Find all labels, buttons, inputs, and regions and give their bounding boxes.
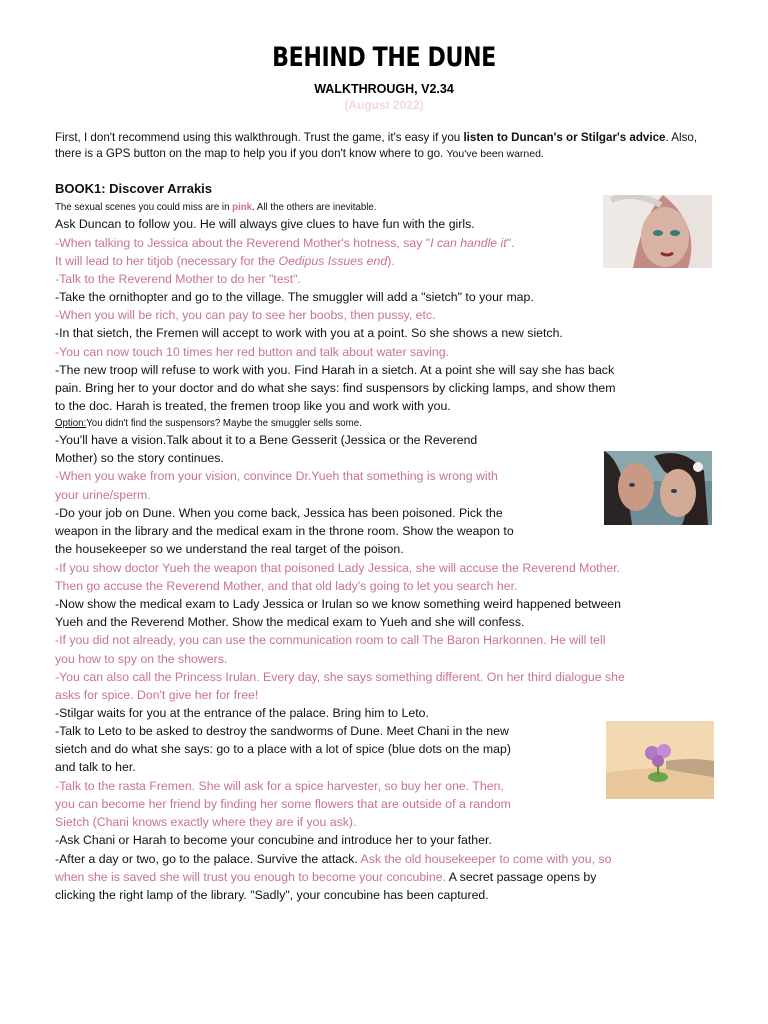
option-text: You didn't find the suspensors? Maybe the smuggler sells some.: [86, 418, 362, 429]
line-27: asks for spice. Don't give her for free!: [55, 688, 259, 702]
two-women-image: [604, 451, 712, 525]
line-35: -Ask Chani or Harah to become your concubine and introduce her to your father.: [55, 833, 492, 847]
line-03a: It will lead to her titjob (necessary for the: [55, 254, 279, 268]
line-29: -Talk to Leto to be asked to destroy the sandworms of Dune. Meet Chani in the new: [55, 724, 509, 738]
line-02c: ".: [506, 236, 515, 250]
line-10: pain. Bring her to your doctor and do what she says: find suspensors by clicking lamps, and show them: [55, 381, 616, 395]
line-08: -You can now touch 10 times her red button and talk about water saving.: [55, 345, 449, 359]
line-22: -Now show the medical exam to Lady Jessica or Irulan so we know something weird happened between: [55, 597, 621, 611]
option-label: Option:: [55, 418, 87, 429]
line-34: Sietch (Chani knows exactly where they are if you ask).: [55, 815, 357, 829]
line-05: -Take the ornithopter and go to the village. The smuggler will add a "sietch" to your map.: [55, 290, 534, 304]
line-26: -You can also call the Princess Irulan. Every day, she says something different. On her third dialogue she: [55, 670, 625, 684]
intro-text-1: First, I don't recommend using this walkthrough. Trust the game, it's easy if you: [55, 131, 464, 144]
line-19: the housekeeper so we understand the real target of the poison.: [55, 542, 404, 556]
line-31: and talk to her.: [55, 760, 136, 774]
line-25: you how to spy on the showers.: [55, 652, 228, 666]
line-28: -Stilgar waits for you at the entrance of the palace. Bring him to Leto.: [55, 706, 429, 720]
line-36a: -After a day or two, go to the palace. Survive the attack.: [55, 852, 361, 866]
document-date: (August 2022): [344, 98, 424, 112]
line-04: -Talk to the Reverend Mother to do her "test".: [55, 272, 301, 286]
line-02b: I can handle it: [430, 236, 507, 250]
line-37b: A secret passage opens by: [446, 870, 597, 884]
line-02a: -When talking to Jessica about the Reverend Mother's hotness, say ": [55, 236, 431, 250]
book1-heading: BOOK1: Discover Arrakis: [55, 181, 213, 196]
line-16: your urine/sperm.: [55, 488, 151, 502]
document-title: BEHIND THE DUNE: [272, 42, 496, 73]
line-36b: Ask the old housekeeper to come with you, so: [360, 852, 612, 866]
line-17: -Do your job on Dune. When you come back, Jessica has been poisoned. Pick the: [55, 506, 503, 520]
line-15: -When you wake from your vision, convince Dr.Yueh that something is wrong with: [55, 469, 498, 483]
line-01: Ask Duncan to follow you. He will always give clues to have fun with the girls.: [55, 217, 475, 231]
line-03c: ).: [387, 254, 395, 268]
note-post: . All the others are inevitable.: [252, 202, 377, 213]
line-12: [55, 416, 362, 432]
line-30: sietch and do what she says: go to a place with a lot of spice (blue dots on the map): [55, 742, 511, 756]
line-38: clicking the right lamp of the library. "Sadly", your concubine has been captured.: [55, 888, 489, 902]
line-02: [55, 235, 515, 251]
line-24: -If you did not already, you can use the communication room to call The Baron Harkonnen. He will tell: [55, 633, 606, 647]
intro-warning: You've been warned.: [446, 148, 544, 160]
book1-note: [55, 200, 376, 216]
note-pre: The sexual scenes you could miss are in: [55, 202, 233, 213]
note-pink: pink: [232, 202, 253, 213]
intro-advice-bold: listen to Duncan's or Stilgar's advice: [463, 131, 666, 144]
line-23: Yueh and the Reverend Mother. Show the medical exam to Yueh and she will confess.: [55, 615, 525, 629]
line-21: Then go accuse the Reverend Mother, and that old lady's going to let you search her.: [55, 579, 518, 593]
line-07: -In that sietch, the Fremen will accept to work with you at a point. So she shows a new sietch.: [55, 326, 563, 340]
document-subtitle: WALKTHROUGH, V2.34: [314, 82, 454, 96]
line-06: -When you will be rich, you can pay to see her boobs, then pussy, etc.: [55, 308, 436, 322]
line-18: weapon in the library and the medical exam in the throne room. Show the weapon to: [55, 524, 514, 538]
line-14: Mother) so the story continues.: [55, 451, 224, 465]
desert-flower-image: [606, 721, 714, 799]
line-11: to the doc. Harah is treated, the fremen troop like you and work with you.: [55, 399, 451, 413]
line-32: -Talk to the rasta Fremen. She will ask for a spice harvester, so buy her one. Then,: [55, 779, 504, 793]
intro-paragraph: [55, 130, 715, 162]
line-37: [55, 869, 596, 885]
intro-text-2: . Also, there is a GPS button on the map to help you if you don't know where to go.: [55, 131, 698, 160]
line-09: -The new troop will refuse to work with you. Find Harah in a sietch. At a point she will say she has back: [55, 363, 615, 377]
line-03: [55, 253, 395, 269]
reverend-mother-image: [603, 195, 712, 268]
line-20: -If you show doctor Yueh the weapon that poisoned Lady Jessica, she will accuse the Reverend Mother.: [55, 561, 621, 575]
line-33: you can become her friend by finding her some flowers that are outside of a random: [55, 797, 511, 811]
line-13: -You'll have a vision.Talk about it to a Bene Gesserit (Jessica or the Reverend: [55, 433, 478, 447]
line-37a: when she is saved she will trust you enough to become your concubine.: [55, 870, 446, 884]
line-03b: Oedipus Issues end: [278, 254, 388, 268]
line-36: [55, 851, 611, 867]
